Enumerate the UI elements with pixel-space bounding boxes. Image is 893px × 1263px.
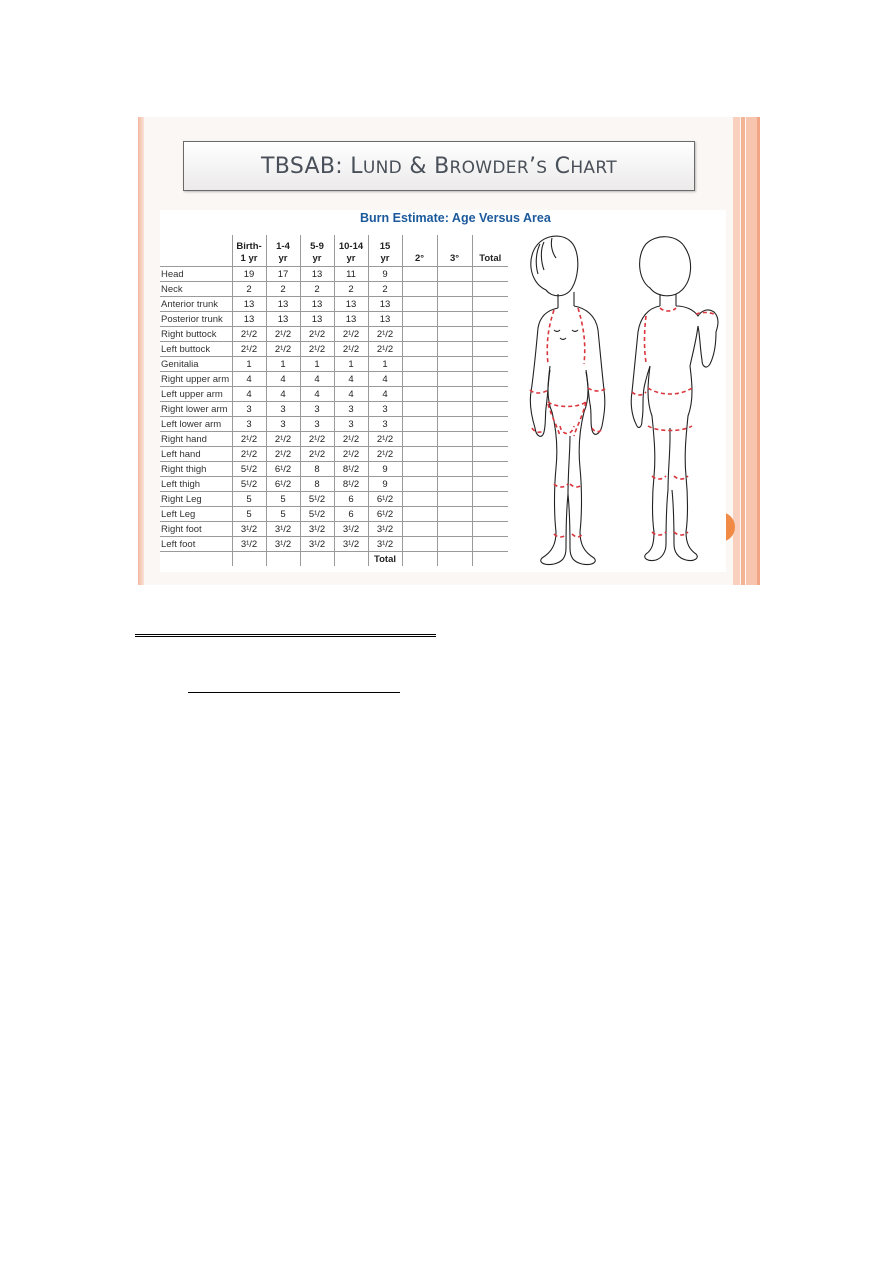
percent-cell: 13 xyxy=(300,297,334,312)
percent-cell: 3 xyxy=(368,417,402,432)
total-row-blank xyxy=(232,552,266,567)
entry-cell[interactable] xyxy=(472,522,508,537)
entry-cell[interactable] xyxy=(437,477,472,492)
percent-cell: 13 xyxy=(232,312,266,327)
entry-cell[interactable] xyxy=(402,387,437,402)
entry-cell[interactable] xyxy=(472,372,508,387)
lund-browder-chart xyxy=(160,210,726,572)
percent-cell: 4 xyxy=(232,372,266,387)
header-third-degree: 3° xyxy=(437,235,472,267)
percent-cell: 6 xyxy=(334,492,368,507)
entry-cell[interactable] xyxy=(437,432,472,447)
percent-cell: 3 xyxy=(334,402,368,417)
body-figures xyxy=(520,232,726,572)
percent-cell: 5¹/2 xyxy=(300,492,334,507)
percent-cell: 1 xyxy=(232,357,266,372)
entry-cell[interactable] xyxy=(402,312,437,327)
percent-cell: 3¹/2 xyxy=(232,522,266,537)
percent-cell: 4 xyxy=(266,387,300,402)
percent-cell: 3 xyxy=(232,417,266,432)
percent-cell: 13 xyxy=(266,312,300,327)
table-row xyxy=(160,267,508,282)
document-underline xyxy=(188,692,400,693)
table-row xyxy=(160,282,508,297)
table-row xyxy=(160,372,508,387)
total-row-blank xyxy=(160,552,232,567)
percent-cell: 3 xyxy=(368,402,402,417)
entry-cell[interactable] xyxy=(472,537,508,552)
child-front-markers xyxy=(530,308,606,537)
entry-cell[interactable] xyxy=(472,447,508,462)
table-row xyxy=(160,477,508,492)
region-label: Right hand xyxy=(160,432,232,447)
entry-cell[interactable] xyxy=(472,357,508,372)
header-5-9: 5-9 yr xyxy=(300,235,334,267)
percent-cell: 19 xyxy=(232,267,266,282)
percent-cell: 2¹/2 xyxy=(300,447,334,462)
entry-cell[interactable] xyxy=(402,492,437,507)
table-row xyxy=(160,387,508,402)
entry-cell[interactable] xyxy=(402,402,437,417)
percent-cell: 4 xyxy=(334,372,368,387)
percent-cell: 2 xyxy=(266,282,300,297)
table-row xyxy=(160,507,508,522)
entry-cell[interactable] xyxy=(437,282,472,297)
percent-cell: 5 xyxy=(266,507,300,522)
header-total: Total xyxy=(472,235,508,267)
percent-cell: 2¹/2 xyxy=(334,432,368,447)
entry-cell[interactable] xyxy=(472,492,508,507)
table-row xyxy=(160,312,508,327)
header-10-14: 10-14 yr xyxy=(334,235,368,267)
percent-cell: 4 xyxy=(368,372,402,387)
entry-cell[interactable] xyxy=(437,537,472,552)
percent-cell: 9 xyxy=(368,462,402,477)
percent-cell: 2¹/2 xyxy=(334,447,368,462)
slide-title-box xyxy=(183,141,695,191)
percent-cell: 3¹/2 xyxy=(300,522,334,537)
total-row-blank xyxy=(266,552,300,567)
percent-cell: 8 xyxy=(300,477,334,492)
entry-cell[interactable] xyxy=(437,447,472,462)
table-row xyxy=(160,357,508,372)
entry-cell[interactable] xyxy=(437,462,472,477)
slide-title: TBSAB: LUND & BROWDER’S CHART xyxy=(261,153,617,179)
percent-cell: 8¹/2 xyxy=(334,477,368,492)
percent-cell: 2¹/2 xyxy=(266,327,300,342)
region-label: Neck xyxy=(160,282,232,297)
entry-cell[interactable] xyxy=(437,417,472,432)
slide-left-border xyxy=(138,117,144,585)
entry-cell[interactable] xyxy=(472,282,508,297)
total-entry-cell[interactable] xyxy=(402,552,437,567)
region-label: Left Leg xyxy=(160,507,232,522)
percent-cell: 1 xyxy=(300,357,334,372)
percent-cell: 5¹/2 xyxy=(232,462,266,477)
entry-cell[interactable] xyxy=(402,342,437,357)
percent-cell: 2¹/2 xyxy=(266,342,300,357)
percent-cell: 13 xyxy=(368,312,402,327)
header-15: 15 yr xyxy=(368,235,402,267)
slide-right-stripe xyxy=(741,117,745,585)
percent-cell: 2¹/2 xyxy=(266,432,300,447)
region-label: Right buttock xyxy=(160,327,232,342)
region-label: Left upper arm xyxy=(160,387,232,402)
percent-cell: 4 xyxy=(266,372,300,387)
slide-right-stripe xyxy=(733,117,740,585)
document-divider xyxy=(135,634,436,637)
percent-cell: 2¹/2 xyxy=(334,327,368,342)
percent-cell: 5 xyxy=(232,507,266,522)
percent-cell: 3 xyxy=(300,417,334,432)
region-label: Right foot xyxy=(160,522,232,537)
percent-cell: 3¹/2 xyxy=(334,522,368,537)
percent-cell: 17 xyxy=(266,267,300,282)
entry-cell[interactable] xyxy=(402,357,437,372)
percent-cell: 5¹/2 xyxy=(232,477,266,492)
percent-cell: 2 xyxy=(334,282,368,297)
entry-cell[interactable] xyxy=(472,507,508,522)
percent-cell: 2¹/2 xyxy=(368,447,402,462)
region-label: Right upper arm xyxy=(160,372,232,387)
table-row xyxy=(160,327,508,342)
entry-cell[interactable] xyxy=(472,312,508,327)
header-birth-1: Birth- 1 yr xyxy=(232,235,266,267)
percent-cell: 13 xyxy=(300,267,334,282)
slide-right-stripe xyxy=(757,117,760,585)
percent-cell: 2¹/2 xyxy=(266,447,300,462)
total-entry-cell[interactable] xyxy=(472,552,508,567)
percent-cell: 2¹/2 xyxy=(368,342,402,357)
entry-cell[interactable] xyxy=(472,297,508,312)
entry-cell[interactable] xyxy=(402,447,437,462)
percent-cell: 2¹/2 xyxy=(300,432,334,447)
table-header-row xyxy=(160,235,508,267)
entry-cell[interactable] xyxy=(402,537,437,552)
entry-cell[interactable] xyxy=(472,417,508,432)
region-label: Posterior trunk xyxy=(160,312,232,327)
percent-cell: 13 xyxy=(334,312,368,327)
entry-cell[interactable] xyxy=(402,477,437,492)
table-row xyxy=(160,447,508,462)
table-row xyxy=(160,402,508,417)
percent-cell: 5¹/2 xyxy=(300,507,334,522)
percent-cell: 13 xyxy=(232,297,266,312)
percent-cell: 2 xyxy=(368,282,402,297)
percent-cell: 2¹/2 xyxy=(232,327,266,342)
percent-cell: 4 xyxy=(368,387,402,402)
region-label: Left buttock xyxy=(160,342,232,357)
percent-cell: 13 xyxy=(334,297,368,312)
entry-cell[interactable] xyxy=(402,417,437,432)
percent-cell: 2 xyxy=(232,282,266,297)
percent-cell: 3 xyxy=(266,417,300,432)
percent-cell: 1 xyxy=(266,357,300,372)
percent-cell: 4 xyxy=(334,387,368,402)
entry-cell[interactable] xyxy=(437,372,472,387)
header-1-4: 1-4 yr xyxy=(266,235,300,267)
percent-cell: 4 xyxy=(300,387,334,402)
entry-cell[interactable] xyxy=(472,327,508,342)
entry-cell[interactable] xyxy=(472,402,508,417)
percent-cell: 6 xyxy=(334,507,368,522)
entry-cell[interactable] xyxy=(437,492,472,507)
entry-cell[interactable] xyxy=(472,462,508,477)
entry-cell[interactable] xyxy=(402,462,437,477)
entry-cell[interactable] xyxy=(472,342,508,357)
region-label: Head xyxy=(160,267,232,282)
percent-cell: 2¹/2 xyxy=(300,342,334,357)
percent-cell: 6¹/2 xyxy=(266,462,300,477)
percent-cell: 2¹/2 xyxy=(368,432,402,447)
entry-cell[interactable] xyxy=(402,372,437,387)
entry-cell[interactable] xyxy=(437,327,472,342)
percent-cell: 4 xyxy=(300,372,334,387)
percent-cell: 3¹/2 xyxy=(266,522,300,537)
entry-cell[interactable] xyxy=(437,342,472,357)
region-label: Left foot xyxy=(160,537,232,552)
entry-cell[interactable] xyxy=(437,522,472,537)
percent-cell: 8 xyxy=(300,462,334,477)
entry-cell[interactable] xyxy=(472,477,508,492)
chart-title: Burn Estimate: Age Versus Area xyxy=(360,211,551,225)
percent-cell: 3 xyxy=(300,402,334,417)
region-label: Right thigh xyxy=(160,462,232,477)
percent-cell: 2¹/2 xyxy=(232,447,266,462)
header-second-degree: 2° xyxy=(402,235,437,267)
percent-cell: 3 xyxy=(266,402,300,417)
percent-cell: 13 xyxy=(368,297,402,312)
total-entry-cell[interactable] xyxy=(437,552,472,567)
table-row xyxy=(160,297,508,312)
percent-cell: 2 xyxy=(300,282,334,297)
percent-cell: 5 xyxy=(232,492,266,507)
table-row xyxy=(160,462,508,477)
percent-cell: 6¹/2 xyxy=(368,507,402,522)
region-label: Right lower arm xyxy=(160,402,232,417)
entry-cell[interactable] xyxy=(402,282,437,297)
percent-cell: 1 xyxy=(334,357,368,372)
entry-cell[interactable] xyxy=(472,267,508,282)
percent-cell: 4 xyxy=(232,387,266,402)
percent-cell: 3¹/2 xyxy=(232,537,266,552)
entry-cell[interactable] xyxy=(402,507,437,522)
percent-cell: 6¹/2 xyxy=(368,492,402,507)
percent-cell: 13 xyxy=(266,297,300,312)
total-row xyxy=(160,552,508,567)
entry-cell[interactable] xyxy=(402,297,437,312)
percent-cell: 3¹/2 xyxy=(368,522,402,537)
percent-cell: 3 xyxy=(232,402,266,417)
percent-cell: 2¹/2 xyxy=(232,342,266,357)
entry-cell[interactable] xyxy=(437,312,472,327)
table-row xyxy=(160,537,508,552)
region-label: Right Leg xyxy=(160,492,232,507)
percent-cell: 9 xyxy=(368,267,402,282)
percent-cell: 3¹/2 xyxy=(266,537,300,552)
child-back-figure xyxy=(631,237,718,561)
table-row xyxy=(160,432,508,447)
percent-cell: 5 xyxy=(266,492,300,507)
table-row xyxy=(160,522,508,537)
region-label: Genitalia xyxy=(160,357,232,372)
entry-cell[interactable] xyxy=(437,507,472,522)
entry-cell[interactable] xyxy=(437,297,472,312)
entry-cell[interactable] xyxy=(402,267,437,282)
percent-cell: 2¹/2 xyxy=(334,342,368,357)
region-label: Anterior trunk xyxy=(160,297,232,312)
percent-cell: 3¹/2 xyxy=(334,537,368,552)
entry-cell[interactable] xyxy=(472,387,508,402)
entry-cell[interactable] xyxy=(402,327,437,342)
region-label: Left thigh xyxy=(160,477,232,492)
percent-cell: 2¹/2 xyxy=(368,327,402,342)
total-row-blank xyxy=(300,552,334,567)
entry-cell[interactable] xyxy=(402,432,437,447)
entry-cell[interactable] xyxy=(437,357,472,372)
entry-cell[interactable] xyxy=(402,522,437,537)
entry-cell[interactable] xyxy=(437,402,472,417)
percent-cell: 8¹/2 xyxy=(334,462,368,477)
total-row-blank xyxy=(334,552,368,567)
percent-cell: 3¹/2 xyxy=(368,537,402,552)
total-label: Total xyxy=(368,552,402,567)
percent-cell: 13 xyxy=(300,312,334,327)
entry-cell[interactable] xyxy=(437,387,472,402)
entry-cell[interactable] xyxy=(437,267,472,282)
percent-cell: 9 xyxy=(368,477,402,492)
percent-cell: 3¹/2 xyxy=(300,537,334,552)
percent-cell: 2¹/2 xyxy=(232,432,266,447)
table-row xyxy=(160,492,508,507)
region-label: Left lower arm xyxy=(160,417,232,432)
percent-cell: 6¹/2 xyxy=(266,477,300,492)
header-region xyxy=(160,235,232,267)
table-row xyxy=(160,342,508,357)
percent-cell: 11 xyxy=(334,267,368,282)
percent-cell: 1 xyxy=(368,357,402,372)
child-front-figure xyxy=(530,236,604,564)
table-row xyxy=(160,417,508,432)
percent-cell: 3 xyxy=(334,417,368,432)
entry-cell[interactable] xyxy=(472,432,508,447)
burn-estimate-table xyxy=(160,235,508,566)
percent-cell: 2¹/2 xyxy=(300,327,334,342)
region-label: Left hand xyxy=(160,447,232,462)
